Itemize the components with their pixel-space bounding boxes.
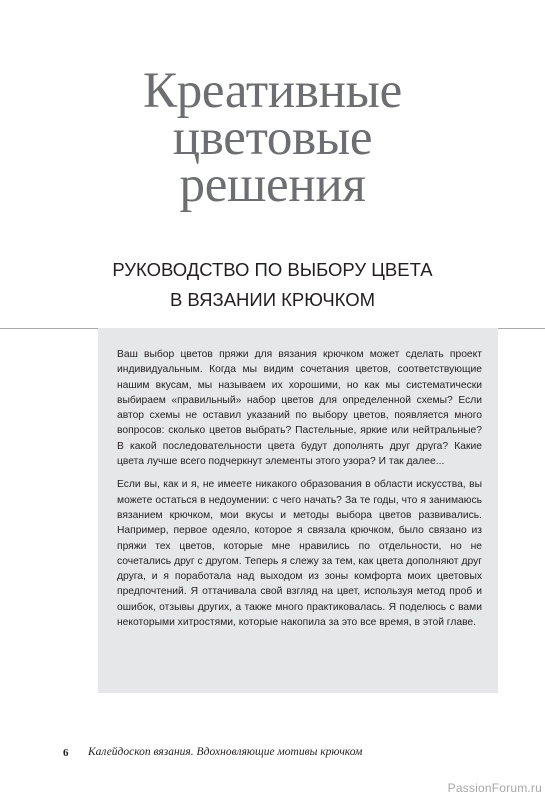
paragraph-1: Ваш выбор цветов пряжи для вязания крючком может сделать проект индивидуальным. Когда мы видим сочетания цветов, соответствующие нашим вкусам, мы называем их хорошими, но как мы систематически выбираем «правильный» набор цветов для определенной схемы? Если автор схемы не оставил указаний по выбору цветов, появляется много вопросов: сколько цветов выбрать? Пастельные, яркие или нейтральные? В какой последовательности цвета будут дополнять друг друга? Какие цвета лучше всего подчеркнут элементы этого узора? И так далее... <box>117 349 482 468</box>
chapter-title-line-3: решения <box>179 157 366 213</box>
body-text <box>117 347 482 638</box>
chapter-title <box>0 63 545 213</box>
chapter-title-line-1: Креативные <box>143 63 402 119</box>
watermark: PassionForum.ru <box>447 781 542 795</box>
chapter-subtitle <box>0 255 545 315</box>
chapter-subtitle-line-1: РУКОВОДСТВО ПО ВЫБОРУ ЦВЕТА <box>112 259 433 280</box>
page-number: 6 <box>63 747 69 759</box>
chapter-title-line-2: цветовые <box>172 110 373 166</box>
paragraph-2: Если вы, как и я, не имеете никакого образования в области искусства, вы можете остаться в недоумении: с чего начать? За те годы, что я занимаюсь вязанием крючком, мои вкусы и методы выбора цветов развивались. Например, первое одеяло, которое я связала крючком, было связано из пряжи тех цветов, которые мне нравились по отдельности, но не сочетались друг с другом. Теперь я слежу за тем, как цвета дополняют друг друга, и я поработала над выходом из зоны комфорта моих цветовых предпочтений. Я оттачивала свой взгляд на цвет, используя метод проб и ошибок, отзывы других, а также много практиковалась. Я поделюсь с вами некоторыми хитростями, которые накопила за это все время, в этой главе. <box>117 479 482 629</box>
running-footer-title: Калейдоскоп вязания. Вдохновляющие мотивы крючком <box>88 746 363 758</box>
chapter-subtitle-line-2: В ВЯЗАНИИ КРЮЧКОМ <box>169 289 376 310</box>
